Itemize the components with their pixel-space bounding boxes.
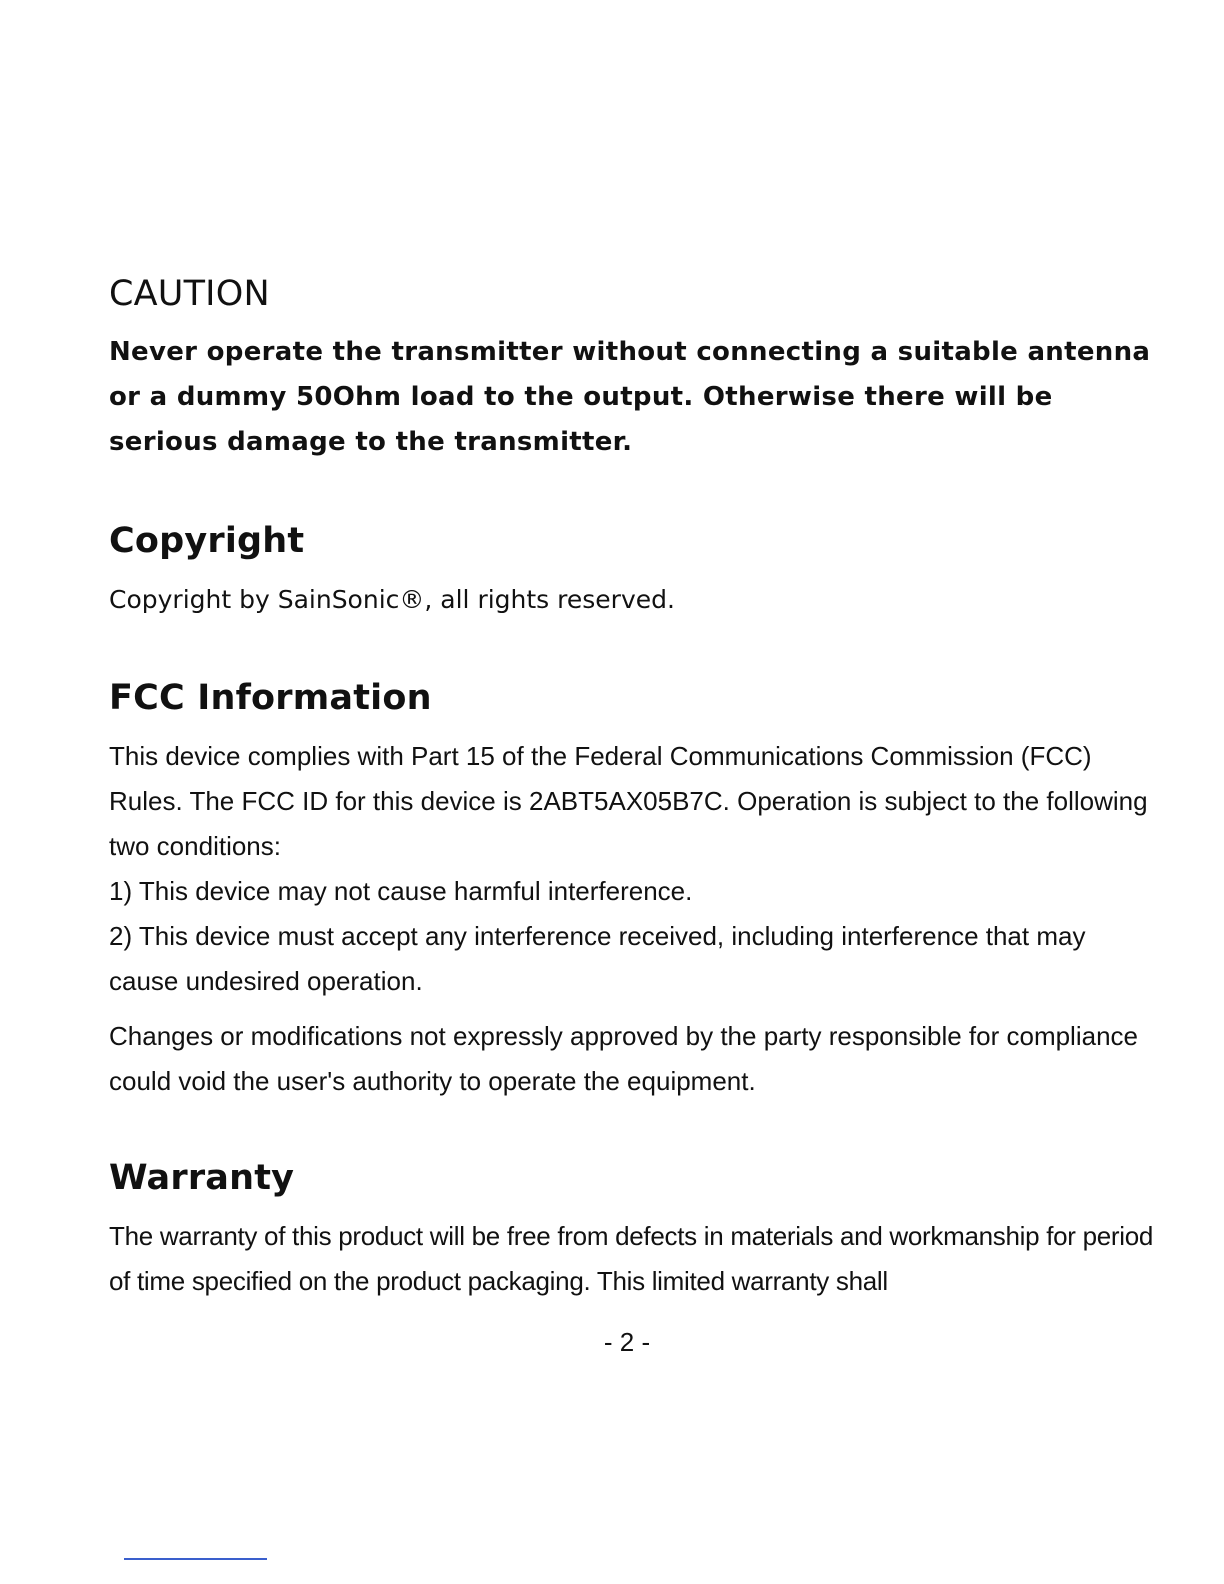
caution-section [109,270,1159,465]
caution-heading: CAUTION [109,274,270,314]
page-content [109,270,1159,1304]
fcc-condition-2: 2) This device must accept any interference received, including interference that may cause undesired operation. [109,921,1086,996]
warranty-section [109,1154,1159,1304]
warranty-text: The warranty of this product will be free from defects in materials and workmanship for period of time specified on the product packaging. This limited warranty shall [109,1221,1154,1296]
copyright-text: Copyright by SainSonic®, all rights reserved. [109,585,675,614]
page-number: - 2 - [603,1327,651,1357]
warranty-heading: Warranty [109,1158,295,1198]
fcc-heading: FCC Information [109,678,432,718]
fcc-section [109,674,1159,1104]
fcc-condition-1: 1) This device may not cause harmful interference. [109,876,693,906]
footer-rule [124,1558,267,1560]
copyright-section [109,517,1159,622]
caution-text: Never operate the transmitter without connecting a suitable antenna or a dummy 50Ohm load to the output. Otherwise there will be serious damage to the transmitter. [109,337,1151,457]
fcc-changes-text: Changes or modifications not expressly approved by the party responsible for compliance could void the user's authority to operate the equipment. [109,1021,1138,1096]
copyright-heading: Copyright [109,521,305,561]
fcc-intro-text: This device complies with Part 15 of the Federal Communications Commission (FCC) Rules. The FCC ID for this device is 2ABT5AX05B7C. Operation is subject to the following two conditions: [109,741,1148,861]
